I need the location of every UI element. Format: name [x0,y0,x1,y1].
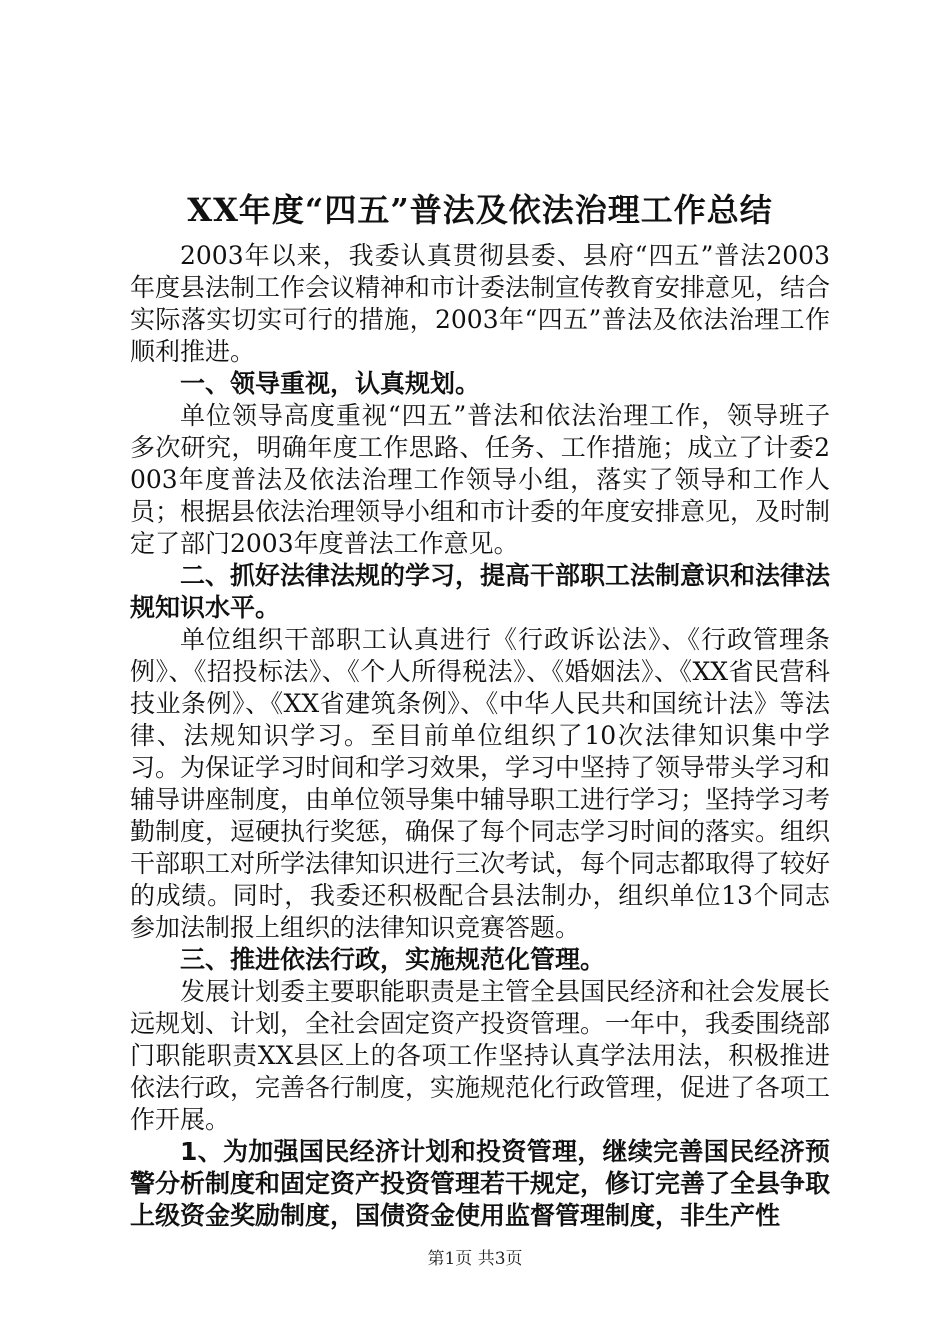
page-number-footer: 第1页 共3页 [427,1249,523,1269]
body-paragraph: 单位领导高度重视“四五”普法和依法治理工作，领导班子多次研究，明确年度工作思路、任务、工作措施；成立了计委2003年度普法及依法治理工作领导小组，落实了领导和工作人员；根据县依法治理领导小组和市计委的年度安排意见，及时制定了部门2003年度普法工作意见。 [130,401,831,558]
section-heading: 三、推进依法行政，实施规范化管理。 [180,945,606,974]
section-heading: 二、抓好法律法规的学习，提高干部职工法制意识和法律法规知识水平。 [130,561,831,622]
body-paragraph: 2003年以来，我委认真贯彻县委、县府“四五”普法2003年度县法制工作会议精神和市计委法制宣传教育安排意见，结合实际落实切实可行的措施，2003年“四五”普法及依法治理工作顺利推进。 [130,241,831,366]
subsection-paragraph: 1、为加强国民经济计划和投资管理，继续完善国民经济预警分析制度和固定资产投资管理若干规定，修订完善了全县争取上级资金奖励制度，国债资金使用监督管理制度，非生产性 [130,1137,831,1230]
document-title: XX年度“四五”普法及依法治理工作总结 [187,191,773,229]
document-body [130,240,830,1232]
body-paragraph: 单位组织干部职工认真进行《行政诉讼法》、《行政管理条例》、《招投标法》、《个人所得税法》、《婚姻法》、《XX省民营科技业条例》、《XX省建筑条例》、《中华人民共和国统计法》等法律、法规知识学习。至目前单位组织了10次法律知识集中学习。为保证学习时间和学习效果，学习中坚持了领导带头学习和辅导讲座制度，由单位领导集中辅导职工进行学习；坚持学习考勤制度，逗硬执行奖惩，确保了每个同志学习时间的落实。组织干部职工对所学法律知识进行三次考试，每个同志都取得了较好的成绩。同时，我委还积极配合县法制办，组织单位13个同志参加法制报上组织的法律知识竞赛答题。 [130,625,831,942]
section-heading: 一、领导重视，认真规划。 [180,369,481,398]
document-page [130,180,830,1232]
body-paragraph: 发展计划委主要职能职责是主管全县国民经济和社会发展长远规划、计划，全社会固定资产投资管理。一年中，我委围绕部门职能职责XX县区上的各项工作坚持认真学法用法，积极推进依法行政，完善各行制度，实施规范化行政管理，促进了各项工作开展。 [130,977,831,1134]
